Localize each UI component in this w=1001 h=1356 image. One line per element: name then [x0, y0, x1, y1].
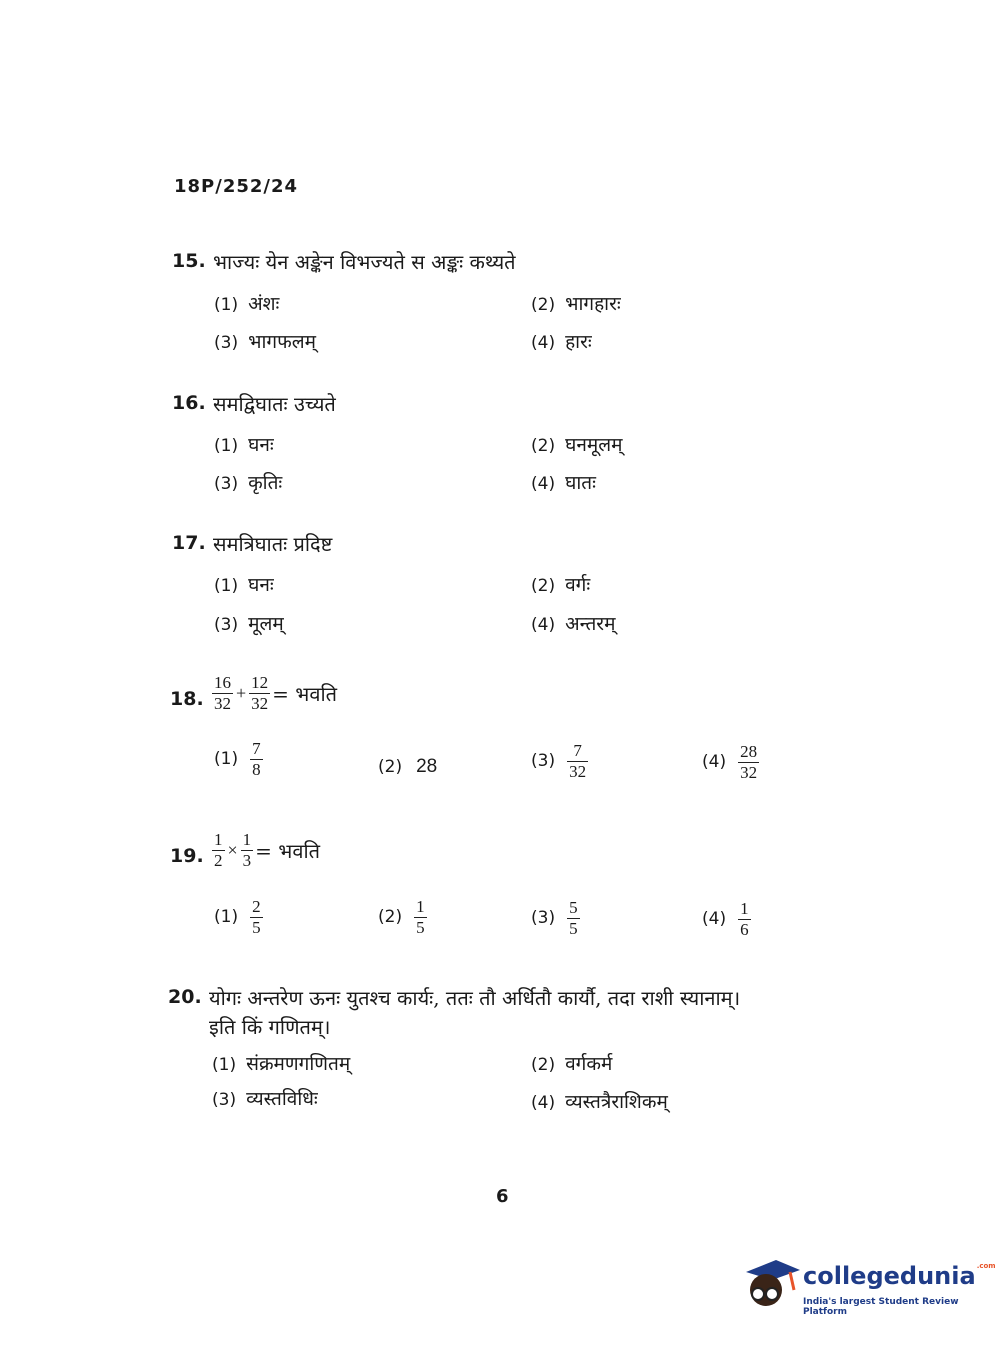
fraction	[212, 831, 225, 870]
numerator: 1	[740, 899, 749, 918]
question-20-option-2	[531, 1050, 612, 1076]
option-text: वर्गकर्म	[565, 1053, 613, 1075]
option-number: (2)	[531, 436, 556, 456]
option-text: अंशः	[248, 293, 280, 315]
fraction	[250, 898, 263, 937]
numerator: 5	[569, 898, 578, 917]
question-15-number: 15.	[172, 250, 206, 272]
question-15-text: भाज्यः येन अङ्केन विभज्यते स अङ्कः कथ्यते	[213, 250, 516, 274]
numerator: 1	[416, 897, 425, 916]
question-19-option-3	[531, 899, 582, 938]
option-number: (3)	[531, 908, 556, 929]
option-text: संक्रमणगणितम्	[246, 1053, 351, 1075]
question-18-option-3	[531, 742, 590, 781]
option-number: (4)	[531, 1093, 556, 1113]
option-number: (1)	[214, 576, 239, 596]
option-number: (4)	[531, 474, 556, 494]
brand-name: collegedunia	[803, 1262, 976, 1290]
option-number: (2)	[531, 295, 556, 315]
question-20-number: 20.	[168, 986, 202, 1008]
question-18-expression	[210, 674, 337, 713]
option-text: व्यस्तविधिः	[246, 1088, 318, 1110]
brand-suffix: .com	[976, 1262, 996, 1270]
fraction	[738, 743, 759, 782]
collegedunia-wordmark	[803, 1262, 996, 1290]
numerator: 16	[214, 673, 231, 692]
fraction	[414, 898, 427, 937]
option-number: (2)	[378, 907, 403, 928]
denominator: 32	[214, 693, 231, 713]
option-text: कृतिः	[248, 472, 283, 494]
question-15-option-4	[531, 328, 592, 354]
question-17-option-2	[531, 571, 590, 597]
question-16-option-1	[214, 431, 274, 457]
option-number: (1)	[212, 1055, 237, 1075]
option-text: हारः	[565, 331, 592, 353]
denominator: 8	[252, 759, 261, 779]
expression-suffix: = भवति	[272, 681, 338, 706]
denominator: 32	[569, 761, 587, 781]
fraction	[241, 831, 254, 870]
option-number: (2)	[378, 757, 403, 777]
question-16-option-4	[531, 469, 596, 495]
operator: +	[236, 682, 247, 703]
numerator: 28	[740, 742, 758, 761]
denominator: 5	[569, 918, 578, 938]
fraction	[249, 674, 270, 713]
option-number: (1)	[214, 749, 239, 770]
question-15-option-1	[214, 290, 279, 316]
collegedunia-tagline: India's largest Student Review Platform	[803, 1297, 959, 1317]
option-number: (4)	[531, 333, 556, 353]
option-number: (2)	[531, 1055, 556, 1075]
question-18-option-2	[378, 755, 437, 778]
option-text: व्यस्तत्रैराशिकम्	[565, 1091, 668, 1113]
numerator: 7	[252, 739, 261, 758]
question-19-expression	[210, 831, 320, 870]
option-number: (3)	[214, 474, 239, 494]
fraction	[250, 740, 263, 779]
option-text: भागफलम्	[248, 331, 316, 353]
fraction	[567, 899, 580, 938]
question-16-text: समद्विघातः उच्यते	[213, 392, 336, 416]
denominator: 2	[214, 850, 223, 870]
denominator: 6	[740, 919, 749, 939]
question-19-option-4	[702, 900, 753, 939]
option-number: (1)	[214, 295, 239, 315]
numerator: 7	[573, 741, 582, 760]
mascot-icon	[740, 1250, 802, 1312]
page-number: 6	[496, 1186, 509, 1207]
denominator: 3	[242, 850, 252, 870]
denominator: 32	[251, 693, 269, 713]
option-text: भागहारः	[565, 293, 621, 315]
option-number: (4)	[702, 752, 727, 773]
paper-code: 18P/252/24	[174, 176, 299, 197]
numerator: 1	[214, 830, 223, 849]
question-20-text-line-2: इति किं गणितम्।	[209, 1015, 331, 1039]
question-17-option-1	[214, 571, 274, 597]
option-number: (3)	[212, 1090, 237, 1110]
question-20-option-4	[531, 1088, 668, 1114]
option-text: घनः	[248, 574, 274, 596]
question-19-option-2	[378, 898, 429, 937]
option-number: (3)	[214, 615, 239, 635]
option-text: घनः	[248, 434, 274, 456]
option-number: (1)	[214, 907, 239, 928]
question-20-option-1	[212, 1050, 350, 1076]
option-number: (3)	[214, 333, 239, 353]
fraction	[212, 674, 233, 713]
question-20-text-line-1: योगः अन्तरेण ऊनः युतश्च कार्यः, ततः तौ अर्धितौ कार्यौ, तदा राशी स्यानाम्।	[209, 986, 741, 1010]
option-number: (4)	[702, 909, 727, 930]
option-text: मूलम्	[248, 613, 284, 635]
question-20-option-3	[212, 1085, 318, 1111]
numerator: 12	[251, 673, 269, 692]
question-15-option-2	[531, 290, 621, 316]
option-text: अन्तरम्	[565, 613, 616, 635]
option-number: (3)	[531, 751, 556, 772]
question-19-option-1	[214, 898, 265, 937]
question-17-option-4	[531, 610, 615, 636]
denominator: 5	[416, 917, 425, 937]
question-17-number: 17.	[172, 532, 206, 554]
operator: ×	[227, 839, 238, 860]
question-18-option-1	[214, 740, 265, 779]
fraction	[738, 900, 751, 939]
question-16-number: 16.	[172, 392, 206, 414]
question-17-text: समत्रिघातः प्रदिष्ट	[213, 532, 333, 556]
question-16-option-2	[531, 431, 622, 457]
numerator: 2	[252, 897, 261, 916]
option-text: घातः	[565, 472, 596, 494]
option-text: वर्गः	[565, 574, 591, 596]
denominator: 5	[252, 917, 261, 937]
question-18-number: 18.	[170, 688, 204, 710]
option-number: (4)	[531, 615, 556, 635]
option-text: घनमूलम्	[565, 434, 623, 456]
numerator: 1	[242, 830, 252, 849]
denominator: 32	[740, 762, 758, 782]
option-number: (1)	[214, 436, 239, 456]
option-text: 28	[416, 756, 438, 777]
fraction	[567, 742, 588, 781]
question-17-option-3	[214, 610, 284, 636]
question-16-option-3	[214, 469, 282, 495]
question-15-option-3	[214, 328, 316, 354]
option-number: (2)	[531, 576, 556, 596]
question-19-number: 19.	[170, 845, 204, 867]
expression-suffix: = भवति	[255, 838, 321, 863]
question-18-option-4	[702, 743, 761, 782]
